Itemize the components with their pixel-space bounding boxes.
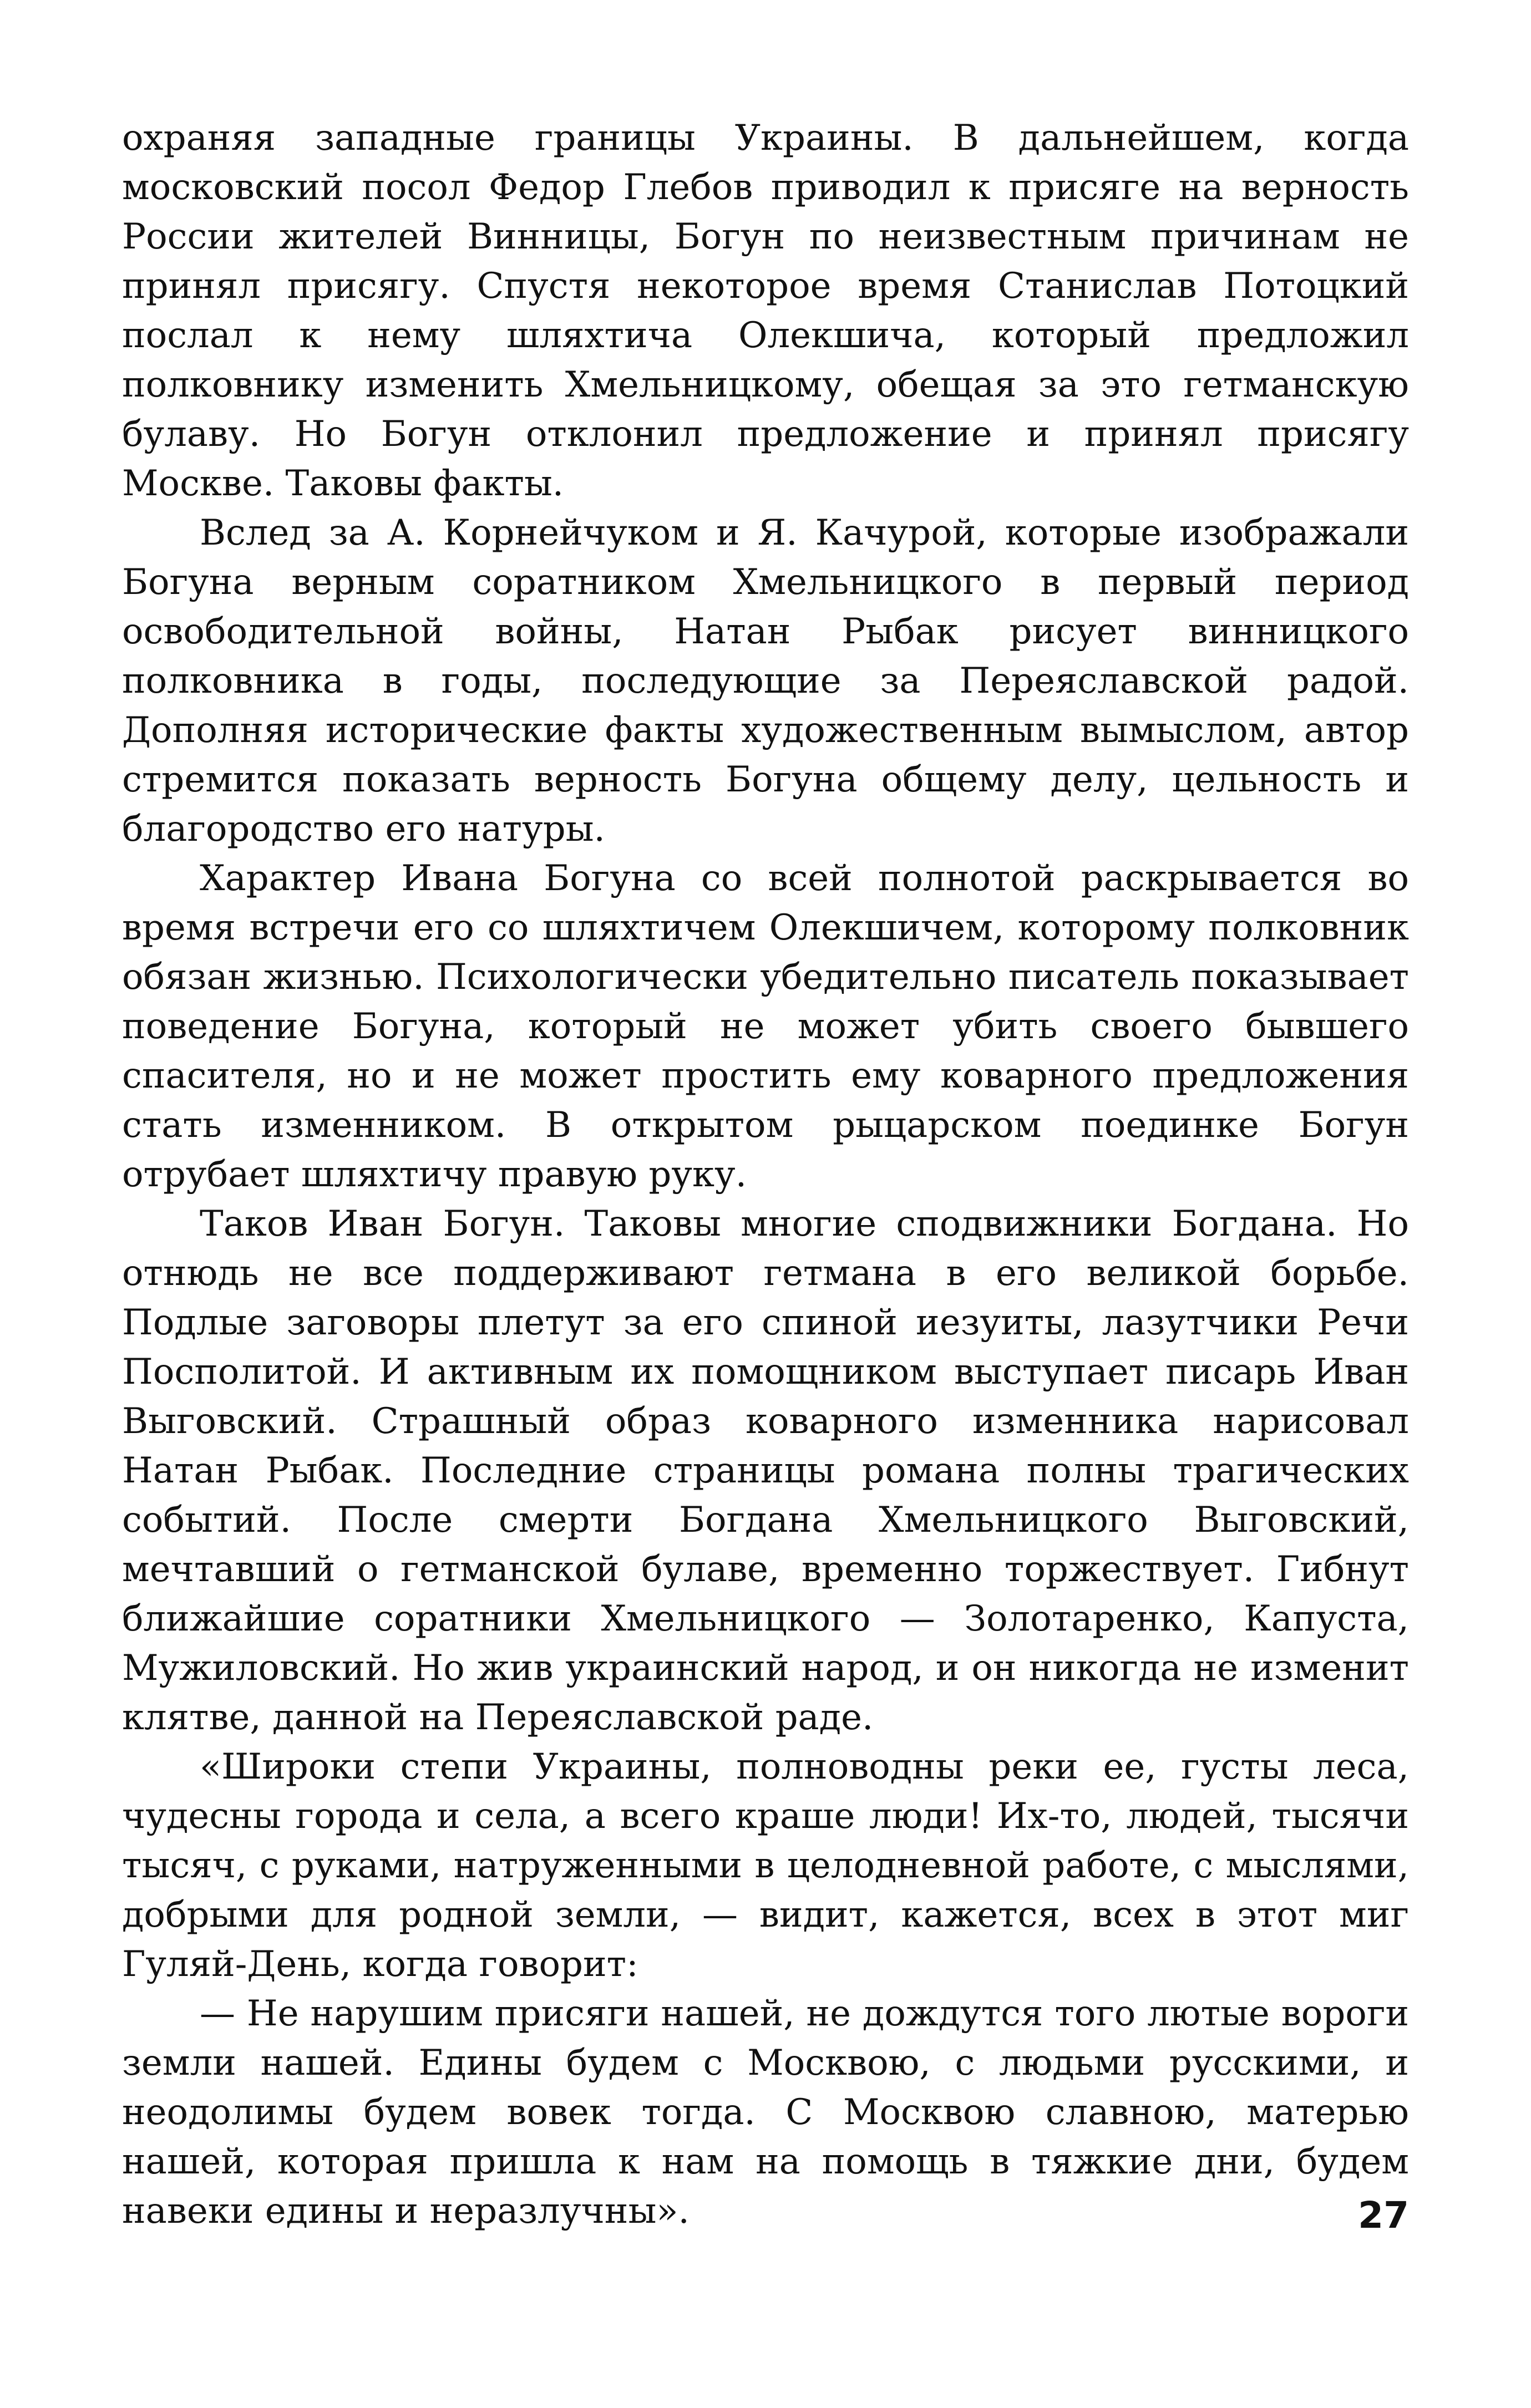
paragraph-4: Таков Иван Богун. Таковы многие сподвижники Богдана. Но отнюдь не все поддерживают гетмана в его великой борьбе. Подлые заговоры плетут за его спиной иезуиты, лазутчики Речи Посполитой. И активным их помощником выступает писарь Иван Выговский. Страшный образ коварного изменника нарисовал Натан Рыбак. Последние страницы романа полны трагических событий. После смерти Богдана Хмельницкого Выговский, мечтавший о гетманской булаве, временно торжествует. Гибнут ближайшие соратники Хмельницкого — Золотаренко, Капуста, Мужиловский. Но жив украинский народ, и он никогда не изменит клятве, данной на Переяславской раде. <box>122 1203 1409 1738</box>
paragraph-6: — Не нарушим присяги нашей, не дождутся того лютые вороги земли нашей. Едины будем с Москвою, с людьми русскими, и неодолимы будем вовек тогда. С Москвою славною, матерью нашей, которая пришла к нам на помощь в тяжкие дни, будем навеки едины и неразлучны». <box>122 1993 1409 2232</box>
paragraph-1: охраняя западные границы Украины. В дальнейшем, когда московский посол Федор Глебов приводил к присяге на верность России жителей Винницы, Богун по неизвестным причинам не принял присягу. Спустя некоторое время Станислав Потоцкий послал к нему шляхтича Олекшича, который предложил полковнику изменить Хмельницкому, обещая за это гетманскую булаву. Но Богун отклонил предложение и принял присягу Москве. Таковы факты. <box>122 118 1409 504</box>
paragraph-5: «Широки степи Украины, полноводны реки ее, густы леса, чудесны города и села, а всего краше люди! Их-то, людей, тысячи тысяч, с руками, натруженными в целодневной работе, с мыслями, добрыми для родной земли, — видит, кажется, всех в этот миг Гуляй-День, когда говорит: <box>122 1746 1409 1985</box>
paragraph-2: Вслед за А. Корнейчуком и Я. Качурой, которые изображали Богуна верным соратником Хмельницкого в первый период освободительной войны, Натан Рыбак рисует винницкого полковника в годы, последующие за Переяславской радой. Дополняя исторические факты художественным вымыслом, автор стремится показать верность Богуна общему делу, цельность и благородство его натуры. <box>122 512 1409 850</box>
paragraph-3: Характер Ивана Богуна со всей полнотой раскрывается во время встречи его со шляхтичем Олекшичем, которому полковник обязан жизнью. Психологически убедительно писатель показывает поведение Богуна, который не может убить своего бывшего спасителя, но и не может простить ему коварного предложения стать изменником. В открытом рыцарском поединке Богун отрубает шляхтичу правую руку. <box>122 858 1409 1195</box>
body-text <box>122 114 1409 2236</box>
page-number: 27 <box>1358 2194 1409 2237</box>
